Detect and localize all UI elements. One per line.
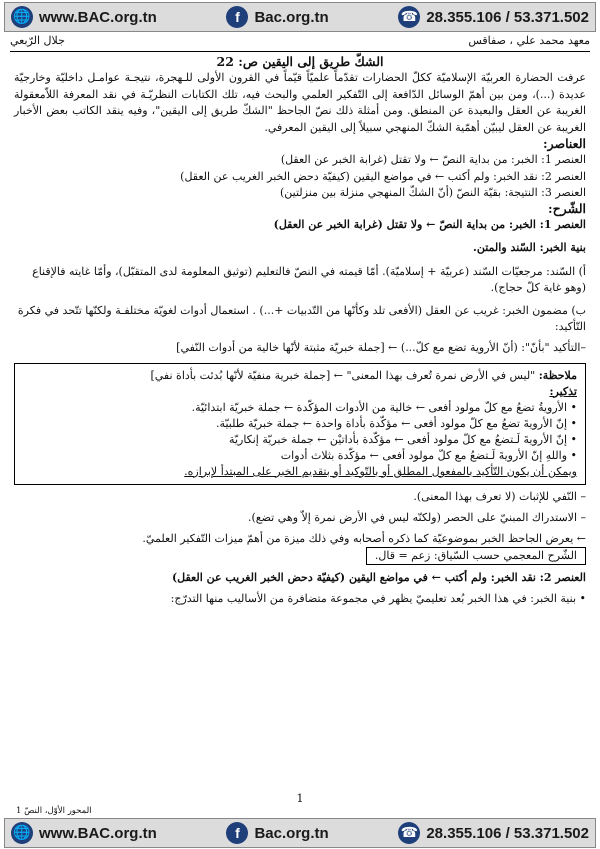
sanad-paragraph: أ) السّند: مرجعيّات السّند (عربيّة + إسلاميّة). أمّا قيمته في النصّ فالتعليم (توثيق المعلومة لدى المتقبّل)، وأمّا غايته فالإقناع (وهو غاية كلّ حجاج).	[32, 264, 586, 294]
document-body	[14, 54, 586, 607]
khabar-bullet: • بنية الخبر: في هذا الخبر بُعد تعليميّ يظهر في مجموعة متضافرة من الأساليب منها التدرّج:	[170, 591, 586, 605]
remember-item-1: • الأرويةُ تضعُ مع كلّ مولود أفعى ← خالية من الأدوات المؤكّدة ← جملة خبريّة ابتدائيّة.	[191, 400, 577, 414]
explanation-heading: الشّرح:	[547, 201, 586, 217]
element-item-1: العنصر 1: الخبر: من بداية النصّ ← ولا تقتل (غرابة الخبر عن العقل)	[280, 153, 586, 167]
site-link-bottom[interactable]: www.BAC.org.tn	[39, 824, 157, 842]
site-cell-bottom[interactable]	[11, 822, 157, 844]
note-last-line: ويمكن أن يكون التّأكيد بالمفعول المطلق أو بالتّوكيد أو بتقديم الخبر على المبتدأ لإبرازه.	[184, 464, 577, 478]
site-link[interactable]: www.BAC.org.tn	[39, 8, 157, 26]
lexical-box: الشّرح المعجمي حسب السّياق: زعم = قال.	[366, 547, 586, 565]
istidrak-line: – الاستدراك المبنيّ على الحصر (ولكنّه ليس في الأرض نمرة إلاّ وهي تضع).	[247, 510, 586, 524]
remember-item-4: • واللهِ إنّ الأرويةَ لَـتضعُ مع كلّ مولود أفعى ← مؤكّدة بثلاث أدوات	[280, 448, 577, 462]
footer-note: المحور الأوّل، النصّ 1	[16, 806, 92, 816]
facebook-icon: f	[226, 822, 248, 844]
element-1-heading: العنصر 1: الخبر: من بداية النصّ ← ولا تقتل (غرابة الخبر عن العقل)	[273, 218, 586, 232]
note-label: ملاحظة:	[538, 368, 577, 382]
phone-icon: ☎	[398, 6, 420, 28]
phone-cell[interactable]	[398, 6, 589, 28]
element-item-2: العنصر 2: نقد الخبر: ولم أكتب ← في مواضع اليقين (كيفيّة دحض الخبر الغريب عن العقل)	[180, 169, 586, 183]
element-item-3: العنصر 3: النتيجة: بقيّة النصّ (أنّ الشكّ المنهجي منزلة بين منزلتين)	[280, 185, 586, 199]
note-box	[14, 363, 586, 485]
facebook-icon: f	[226, 6, 248, 28]
author-name: جلال الرّبعي	[10, 34, 65, 47]
remember-item-2: • إنّ الأرويةَ تضعُ مع كلّ مولود أفعى ← مؤكّدة بأداة واحدة ← جملة خبريّة طلبيّة.	[216, 416, 577, 430]
footer-bar	[4, 818, 596, 848]
author-line	[10, 34, 590, 52]
element-2-heading: العنصر 2: نقد الخبر: ولم أكتب ← في مواضع اليقين (كيفيّة دحض الخبر الغريب عن العقل)	[171, 571, 586, 585]
globe-icon: 🌐	[11, 6, 33, 28]
intro-paragraph: عرفت الحضارة العربيّة الإسلاميّة ككلّ الحضارات تقدّماً علميّاً قيّماً في القرون الأولى للـهجرة، نتيجـة عوامـل داخليّة وخارجيّة عديدة (...)، ومن بين أهمّ الوسائل الدّافعة إلى التّفكير العلمي والبحث فيه، تلك الكتابات النظريّـة في نقد المعرفة اللاّمعقولة الغريبة عن العقل والبعيدة عن المنطق. ومن أمثلة ذلك نصّ الجاحظ "الشكّ طريق إلى اليقين"، وفيه ينقد الكاتب بعض الأخبار الغريبة عن العقل ليبيّن أهمّية الشكّ المنهجي سبيلاً إلى اليقين المعرفي.	[14, 71, 586, 134]
facebook-cell-bottom[interactable]	[226, 822, 328, 844]
site-cell[interactable]	[11, 6, 157, 28]
tawkid-line: –التأكيد "بأنّ": (أنّ الأروية تضع مع كلّ...) ← [جملة خبريّة مثبتة لأنّها خالية من أدوات النّفي]	[176, 341, 586, 355]
phone-cell-bottom[interactable]	[398, 822, 589, 844]
phone-number[interactable]: 28.355.106 / 53.371.502	[426, 8, 589, 26]
remember-label: تذكير:	[549, 384, 577, 398]
structure-heading: بنية الخبر: السّند والمتن.	[473, 241, 586, 255]
facebook-cell[interactable]	[226, 6, 328, 28]
page-title: الشكّ طريق إلى اليقين ص: 22	[216, 54, 384, 69]
remember-item-3: • إنّ الأرويةَ لَـتضعُ مع كلّ مولود أفعى ← مؤكّدة بأداتيْن ← جملة خبريّة إنكاريّة	[229, 432, 577, 446]
facebook-link-bottom[interactable]: Bac.org.tn	[254, 824, 329, 842]
jahiz-line: ← يعرض الجاحظ الخبر بموضوعيّة كما ذكره أصحابه وفي ذلك ميزة من أهمّ ميزات التّفكير العلميّ.	[142, 532, 586, 546]
elements-heading: العناصر:	[542, 136, 586, 152]
page-number: 1	[296, 792, 304, 805]
nafy-line: – النّفي للإثبات (لا تعرف بهذا المعنى).	[413, 489, 586, 503]
school-name: معهد محمد علي ، صفاقس	[468, 34, 590, 47]
facebook-link[interactable]: Bac.org.tn	[254, 8, 329, 26]
content-paragraph: ب) مضمون الخبر: غريب عن العقل (الأفعى تلد وكأنّها من التّدبيات +...) . استعمال أدوات لغويّة مختلفـة ولكنّها تتّحد في فكرة التّأكيد:	[17, 304, 586, 334]
note-line: "ليس في الأرض نمرة تُعرف بهذا المعنى" ← [جملة خبرية منفيّة لأنّها بُدئت بأداة نفي]	[150, 368, 536, 382]
phone-number-bottom[interactable]: 28.355.106 / 53.371.502	[426, 824, 589, 842]
phone-icon: ☎	[398, 822, 420, 844]
globe-icon: 🌐	[11, 822, 33, 844]
header-bar	[4, 2, 596, 32]
